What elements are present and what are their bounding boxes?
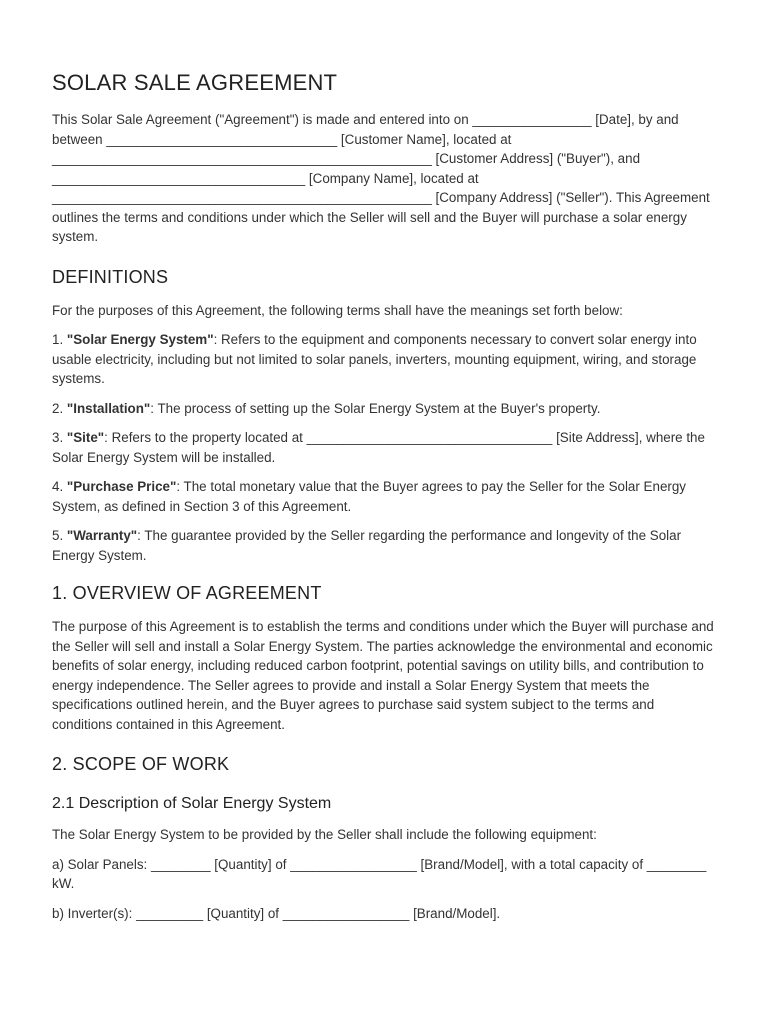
- definition-text: : Refers to the property located at _________________________________ [Site Address], where the Solar Energy System will be installed.: [52, 430, 705, 465]
- definition-text: : Refers to the equipment and components necessary to convert solar energy into usable electricity, including but not limited to solar panels, inverters, mounting equipment, wiring, and storage systems.: [52, 332, 697, 386]
- scope-item-b: b) Inverter(s): _________ [Quantity] of _________________ [Brand/Model].: [52, 905, 501, 921]
- definition-term: "Installation": [66, 400, 151, 416]
- definition-item: [52, 399, 718, 419]
- scope-item-a: a) Solar Panels: ________ [Quantity] of _________________ [Brand/Model], with a total capacity of ________ kW.: [52, 856, 707, 891]
- scope-heading: 2. SCOPE OF WORK: [52, 754, 230, 774]
- overview-paragraph: The purpose of this Agreement is to establish the terms and conditions under which the Buyer will purchase and the Seller will sell and install a Solar Energy System. The parties acknowledge the environmental and economic benefits of solar energy, including reduced carbon footprint, potential savings on utility bills, and contribution to energy independence. The Seller agrees to provide and install a Solar Energy System that meets the specifications outlined herein, and the Buyer agrees to purchase said system subject to the terms and conditions contained in this Agreement.: [52, 619, 714, 732]
- definition-item: [52, 428, 718, 467]
- overview-heading: 1. OVERVIEW OF AGREEMENT: [52, 583, 322, 603]
- definition-term: "Warranty": [66, 528, 138, 543]
- definition-text: : The total monetary value that the Buyer agrees to pay the Seller for the Solar Energy System, as defined in Section 3 of this Agreement.: [52, 479, 686, 514]
- definition-term: "Solar Energy System": [66, 332, 214, 347]
- definition-number: 3.: [52, 430, 67, 445]
- document-title: SOLAR SALE AGREEMENT: [52, 70, 338, 95]
- intro-paragraph: This Solar Sale Agreement ("Agreement") is made and entered into on ________________ [Date], by and between _______________________________ [Customer Name], located at ___________________________________________________ [Customer Address] ("Buyer"), and __________________________________ [Company Name], located at ___________________________________________________ [Company Address] ("Seller"). This Agreement outlines the terms and conditions under which the Seller will sell and the Buyer will purchase a solar energy system.: [52, 112, 710, 244]
- definition-term: "Purchase Price": [66, 479, 177, 494]
- definitions-lead: For the purposes of this Agreement, the following terms shall have the meanings set forth below:: [52, 302, 623, 318]
- definitions-heading: DEFINITIONS: [52, 266, 169, 287]
- definition-item: [52, 330, 718, 389]
- definition-number: 2.: [52, 400, 67, 416]
- definition-number: 5.: [52, 528, 67, 543]
- definition-text: : The guarantee provided by the Seller regarding the performance and longevity of the Solar Energy System.: [52, 528, 682, 563]
- definition-number: 4.: [52, 479, 67, 494]
- definition-item: [52, 477, 718, 516]
- definition-item: [52, 526, 718, 565]
- definition-term: "Site": [66, 430, 105, 445]
- scope-subheading: 2.1 Description of Solar Energy System: [52, 795, 332, 812]
- definition-text: : The process of setting up the Solar Energy System at the Buyer's property.: [150, 400, 601, 416]
- scope-lead: The Solar Energy System to be provided by the Seller shall include the following equipment:: [52, 827, 597, 842]
- definition-number: 1.: [52, 332, 67, 347]
